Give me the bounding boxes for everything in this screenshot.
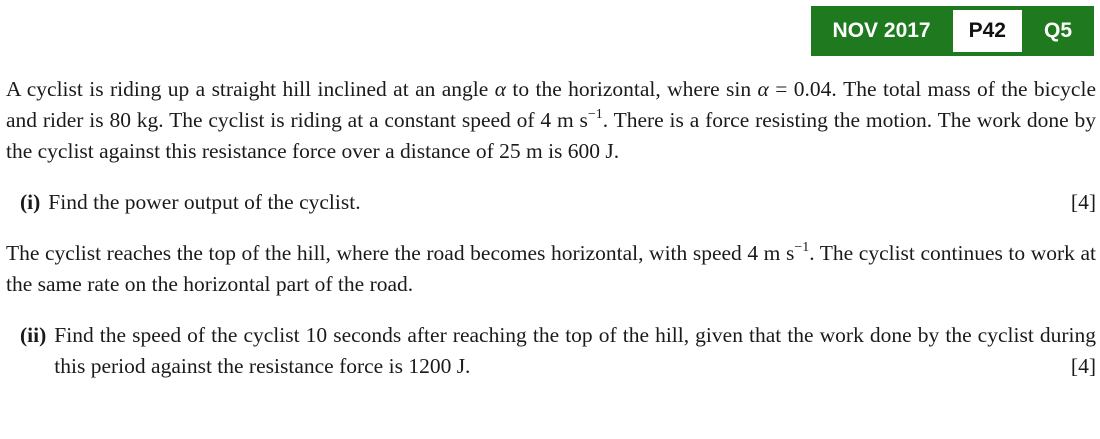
intro-text-2: to the horizontal, where sin [506, 77, 758, 101]
intro-text-4: . There is a force resisting the motion. The work done by the cyclist against this resistance force over a distance of 25 m is 600 J. [6, 108, 1096, 163]
middle-paragraph [6, 238, 1096, 300]
question-header [811, 6, 1094, 56]
unit-exponent: −1 [587, 107, 603, 122]
question-badge: Q5 [1043, 19, 1072, 42]
part-ii-text: Find the speed of the cyclist 10 seconds after reaching the top of the hill, given that the work done by the cyclist during this period against the resistance force is 1200 J. [54, 323, 1096, 378]
part-ii-label: (ii) [20, 323, 47, 347]
part-i [6, 187, 1096, 218]
part-ii [6, 320, 1096, 382]
part-i-text: Find the power output of the cyclist. [48, 190, 361, 214]
intro-text-3: = 0.04. The total mass of the bicycle and rider is 80 kg. The cyclist is riding at a constant speed of 4 m s [6, 77, 1096, 132]
paper-badge: P42 [953, 10, 1022, 52]
alpha-symbol: α [757, 77, 769, 101]
intro-paragraph [6, 74, 1096, 167]
part-i-marks: [4] [1070, 190, 1096, 214]
session-badge: NOV 2017 [832, 19, 931, 42]
question-body [6, 74, 1096, 382]
middle-text-2: . The cyclist continues to work at the same rate on the horizontal part of the road. [6, 241, 1096, 296]
part-ii-marks: [4] [1070, 354, 1096, 378]
unit-exponent: −1 [794, 240, 810, 255]
middle-text-1: The cyclist reaches the top of the hill, where the road becomes horizontal, with speed 4 m s [6, 241, 795, 265]
part-i-label: (i) [20, 190, 41, 214]
alpha-symbol: α [494, 77, 507, 101]
intro-text-1: A cyclist is riding up a straight hill inclined at an angle [6, 77, 495, 101]
